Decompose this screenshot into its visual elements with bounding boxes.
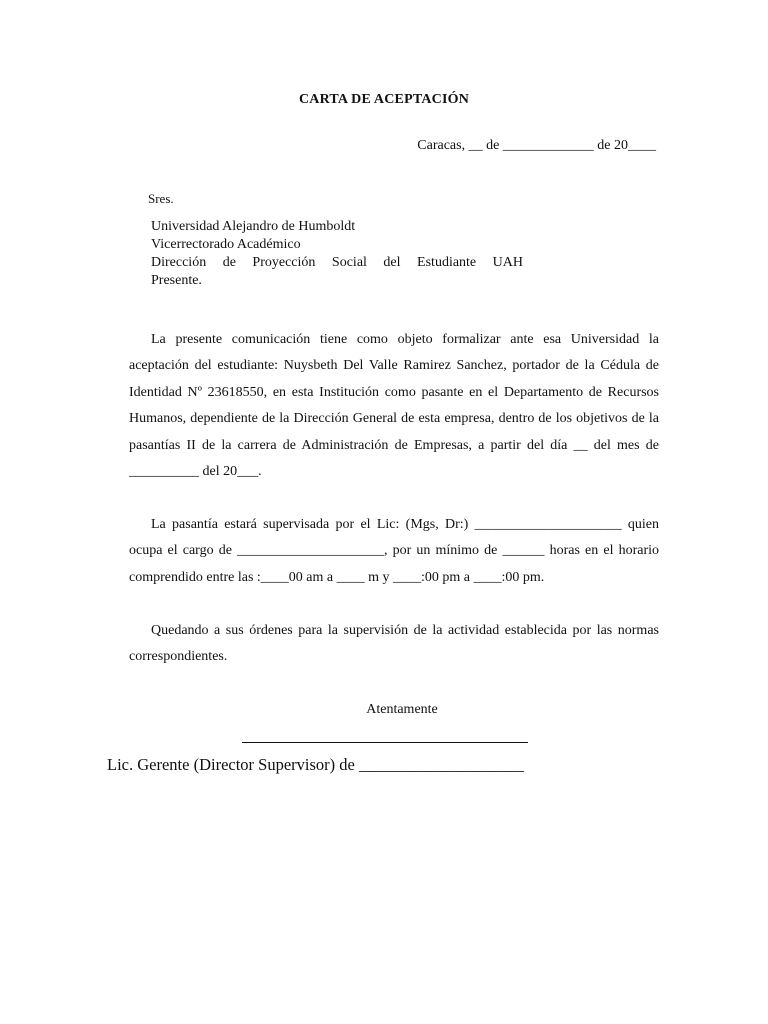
closing-atentamente: Atentamente [366, 702, 438, 717]
body-paragraph-acceptance [129, 327, 659, 485]
signer-title: Lic. Gerente (Director Supervisor) de ____________________ [107, 755, 524, 774]
body-paragraph-supervision [129, 512, 659, 591]
salutation: Sres. [148, 191, 174, 206]
address-line-presente: Presente. [151, 273, 202, 288]
recipient-address [151, 218, 523, 290]
address-line-vicerrectorado: Vicerrectorado Académico [151, 237, 301, 252]
letter-title: CARTA DE ACEPTACIÓN [298, 92, 470, 107]
address-line-university: Universidad Alejandro de Humboldt [151, 219, 356, 234]
body-paragraph-closing [129, 618, 659, 671]
address-line-direccion: Dirección de Proyección Social del Estudiante UAH [151, 255, 523, 270]
signature-line [242, 742, 528, 743]
paragraph-text: La presente comunicación tiene como objeto formalizar ante esa Universidad la aceptación del estudiante: Nuysbeth Del Valle Ramirez Sanchez, portador de la Cédula de Identidad Nº 23618550, en esta Institución como pasante en el Departamento de Recursos Humanos, dependiente de la Dirección General de esta empresa, dentro de los objetivos de la pasantías II de la carrera de Administración de Empresas, a partir del día __ del mes de __________ del 20___. [129, 332, 659, 480]
date-line: Caracas, __ de _____________ de 20____ [417, 138, 656, 153]
paragraph-text: Quedando a sus órdenes para la supervisión de la actividad establecida por las normas correspondientes. [129, 623, 659, 665]
paragraph-text: La pasantía estará supervisada por el Lic: (Mgs, Dr:) _____________________ quien ocupa el cargo de _____________________, por un mínimo de ______ horas en el horario comprendido entre las :____00 am a ____ m y ____:00 pm a ____:00 pm. [129, 517, 659, 585]
